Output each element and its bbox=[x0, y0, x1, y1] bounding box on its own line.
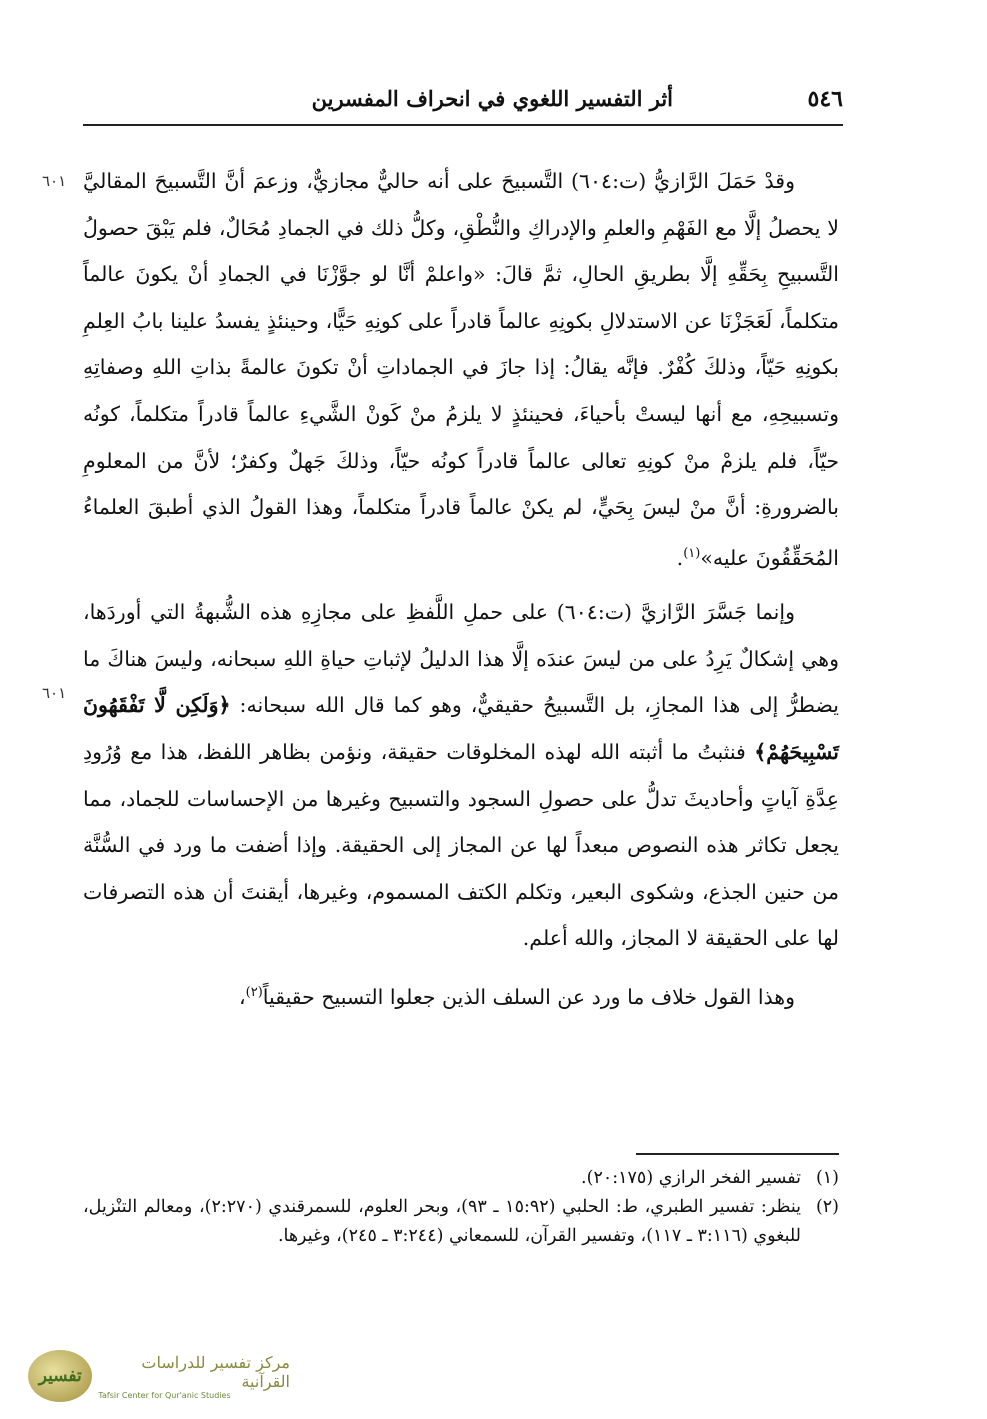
main-text bbox=[83, 158, 839, 1020]
footnote bbox=[83, 1164, 839, 1193]
book-title: أثر التفسير اللغوي في انحراف المفسرين bbox=[311, 86, 673, 111]
footnote-text: ينظر: تفسير الطبري، ط: الحلبي (١٥:٩٢ ـ ٩٣)، وبحر العلوم، للسمرقندي (٢:٢٧٠)، ومعالم التنْزيل، للبغوي (٣:١١٦ ـ ١١٧)، وتفسير القرآن، للسمعاني (٣:٢٤٤ ـ ٢٤٥)، وغيرها. bbox=[83, 1197, 801, 1246]
running-header bbox=[83, 84, 843, 118]
footnote-text: تفسير الفخر الرازي (٢٠:١٧٥). bbox=[581, 1168, 801, 1188]
paragraph-text: وإنما جَسَّرَ الرَّازيَّ (ت:٦٠٤) على حملِ اللَّفظِ على مجازِهِ هذه الشُّبهةُ التي أوردَها، وهي إشكالٌ يَرِدُ على من ليسَ عندَه إلَّا هذا الدليلُ لإثباتِ حياةِ اللهِ سبحانه، وليسَ هناكَ ما يضطرُّ إلى هذا المجازِ، بل التَّسبيحُ حقيقيٌّ، وهو كما قال الله سبحانه: bbox=[83, 600, 839, 718]
paragraph bbox=[83, 589, 839, 962]
margin-note: ٦٠١ bbox=[42, 172, 67, 190]
paragraph-tail: . bbox=[676, 545, 684, 570]
paragraph-text: وقدْ حَمَلَ الرَّازيُّ (ت:٦٠٤) التَّسبيحَ على أنه حاليٌّ مجازيٌّ، وزعمَ أنَّ التَّسبيحَ المقاليَّ لا يحصلُ إلَّا مع الفَهْمِ والعلمِ والإدراكِ والنُّطْقِ، وكلُّ ذلك في الجمادِ مُحَالٌ، فلم يَبْقَ حصولُ التَّسبيحِ بِحَقِّهِ إلَّا بطريقِ الحالِ، ثمَّ قالَ: «واعلمْ أنَّا لو جوَّزْنَا في الجمادِ أنْ يكونَ عالماً متكلماً، لَعَجَزْنَا عن الاستدلالِ بكونِهِ عالماً قادراً على كونِهِ حَيًّا، وحينئذٍ يفسدُ علينا بابُ العِلمِ بكونِهِ حَيّاً، وذلكَ كُفْرٌ. فإنَّه يقالُ: إذا جازَ في الجماداتِ أنْ تكونَ عالمةً بذاتِ اللهِ وصفاتِهِ وتسبيحِهِ، مع أنها ليستْ بأحياءَ، فحينئذٍ لا يلزمُ منْ كَونْ الشَّيءِ عالماً قادراً متكلماً، كونُه حيّاً، فلم يلزمْ منْ كونِهِ تعالى عالماً قادراً كونُه حيّاً، وذلكَ جَهلٌ وكفرٌ؛ لأنَّ من المعلومِ بالضرورةِ: أنَّ منْ ليسَ بِحَيٍّ، لم يكنْ عالماً قادراً متكلماً، وهذا القولُ الذي أطبقَ العلماءُ المُحَقِّقُونَ عليه» bbox=[83, 169, 839, 570]
paragraph-text: وهذا القول خلاف ما ورد عن السلف الذين جعلوا التسبيح حقيقياً bbox=[262, 984, 795, 1009]
logo-wordmark bbox=[98, 1353, 290, 1400]
footnote-number: (١) bbox=[815, 1168, 839, 1188]
paragraph bbox=[83, 970, 839, 1020]
page-number: ٥٤٦ bbox=[807, 86, 843, 112]
footnote-ref: (١) bbox=[683, 545, 701, 561]
header-rule bbox=[83, 124, 843, 126]
footnote-rule bbox=[636, 1153, 839, 1155]
tafsir-center-logo bbox=[28, 1348, 290, 1404]
footnote-number: (٢) bbox=[815, 1197, 839, 1217]
logo-english-text: Tafsir Center for Qur'anic Studies bbox=[98, 1390, 231, 1400]
paragraph-text: فنثبتُ ما أثبته الله لهذه المخلوقات حقيقة، ونؤمن بظاهر اللفظ، هذا مع وُرُودِ عِدَّةِ آياتٍ وأحاديثَ تدلُّ على حصولِ السجود والتسبيح وغيرها من الإحساسات للجماد، مما يجعل تكاثر هذه النصوص مبعداً لها عن المجاز إلى الحقيقة. وإذا أضفت ما ورد في السُّنَّة من حنين الجذع، وشكوى البعير، وتكلم الكتف المسموم، وغيرها، أيقنتَ أن هذه التصرفات لها على الحقيقة لا المجاز، والله أعلم. bbox=[83, 739, 839, 951]
quran-verse: ﴿وَلَكِن لَّا تَفْقَهُونَ تَسْبِيحَهُمْ﴾ bbox=[83, 693, 839, 764]
logo-emblem-text: تفسير bbox=[38, 1366, 82, 1386]
paragraph bbox=[83, 158, 839, 581]
logo-emblem-icon bbox=[28, 1350, 92, 1402]
footnotes bbox=[83, 1164, 839, 1251]
logo-arabic-text: مركز تفسير للدراسات القرآنية bbox=[141, 1352, 290, 1391]
margin-note: ٦٠١ bbox=[42, 684, 67, 702]
paragraph-tail: ، bbox=[239, 984, 246, 1009]
footnote-ref: (٢) bbox=[245, 984, 263, 1000]
footnote bbox=[83, 1193, 839, 1251]
